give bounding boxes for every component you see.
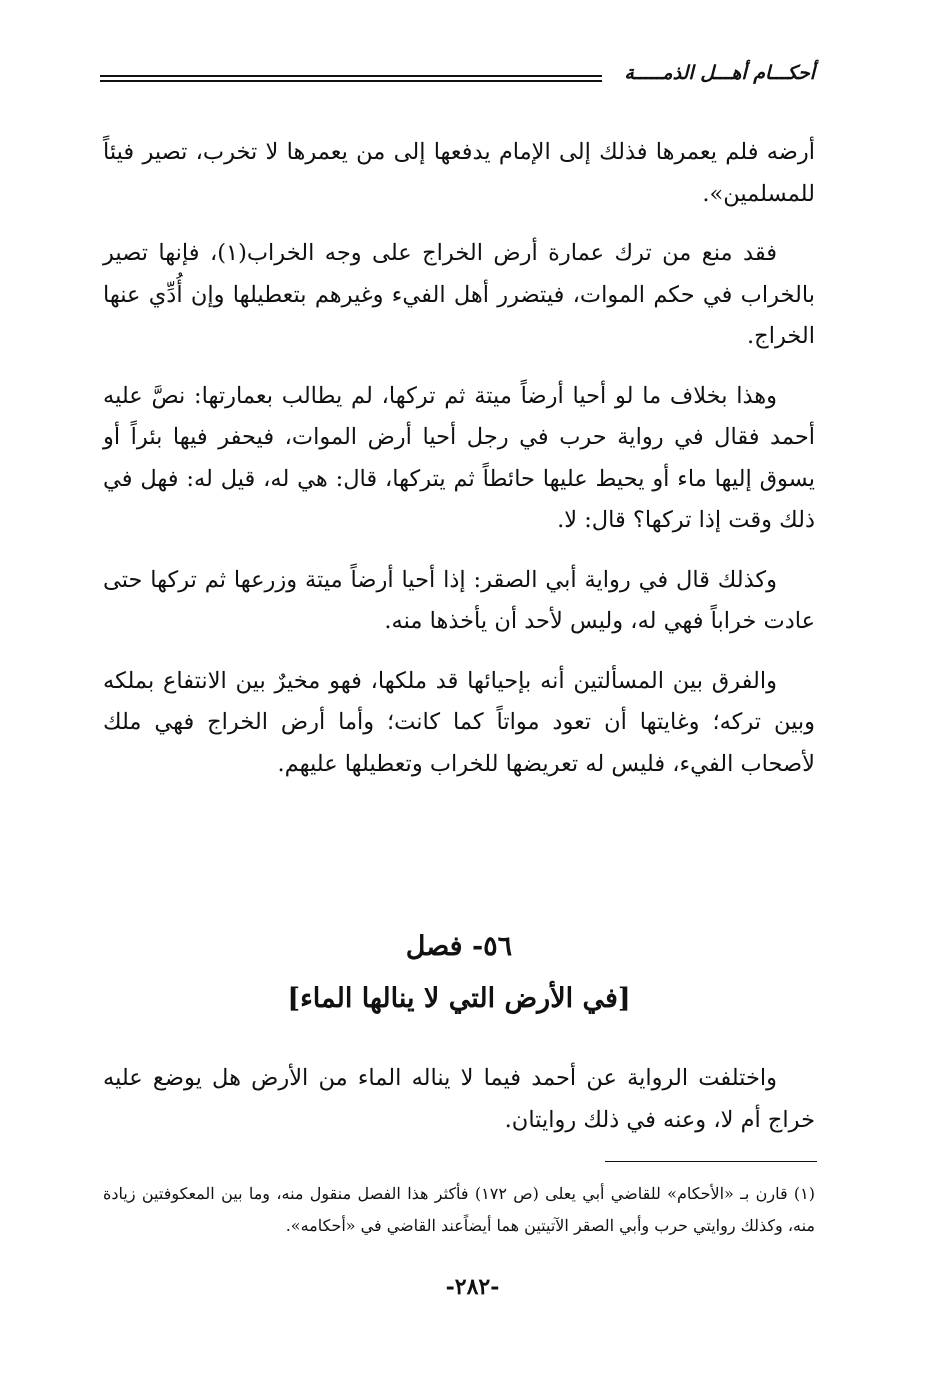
footnote-divider — [605, 1161, 817, 1162]
header-double-rule — [100, 75, 602, 82]
section-heading — [103, 925, 815, 1021]
paragraph: فقد منع من ترك عمارة أرض الخراج على وجه الخراب(١)، فإنها تصير بالخراب في حكم الموات، فيتضرر أهل الفيء وغيرهم بتعطيلها وإن أُدِّي عنها الخراج. — [103, 240, 815, 349]
page-number: -٢٨٢- — [445, 1274, 500, 1300]
paragraph: أرضه فلم يعمرها فذلك إلى الإمام يدفعها إلى من يعمرها لا تخرب، تصير فيئاً للمسلمين». — [103, 139, 815, 207]
footnote: (١) قارن بـ «الأحكام» للقاضي أبي يعلى (ص ١٧٢) فأكثر هذا الفصل منقول منه، وما بين المعكوفتين زيادة منه، وكذلك روايتي حرب وأبي الصقر الآتيتين هما أيضاًعند القاضي في «أحكامه». — [103, 1184, 815, 1235]
paragraph: واختلفت الرواية عن أحمد فيما لا يناله الماء من الأرض هل يوضع عليه خراج أم لا، وعنه في ذلك روايتان. — [103, 1065, 815, 1133]
section-text — [103, 1058, 815, 1141]
paragraph: وكذلك قال في رواية أبي الصقر: إذا أحيا أرضاً ميتة وزرعها ثم تركها حتى عادت خراباً فهي له، وليس لأحد أن يأخذها منه. — [103, 566, 815, 634]
page-header — [100, 62, 815, 102]
paragraph: وهذا بخلاف ما لو أحيا أرضاً ميتة ثم تركها، لم يطالب بعمارتها: نصَّ عليه أحمد فقال في رواية حرب في رجل أحيا أرض الموات، فيحفر فيها بئراً أو يسوق إليها ماء أو يحيط عليها حائطاً ثم يتركها، قال: هي له، قيل له: فهل في ذلك وقت إذا تركها؟ قال: لا. — [103, 382, 816, 533]
running-title: أحكـــام أهـــل الذمـــــة — [624, 62, 815, 84]
paragraph: والفرق بين المسألتين أنه بإحيائها قد ملكها، فهو مخيرٌ بين الانتفاع بملكه وبين تركه؛ وغايتها أن تعود مواتاً كما كانت؛ وأما أرض الخراج فهي ملك لأصحاب الفيء، فليس له تعريضها للخراب وتعطيلها عليهم. — [103, 667, 815, 777]
section-title: [في الأرض التي لا ينالها الماء] — [287, 983, 631, 1014]
main-text — [103, 132, 815, 803]
section-number: ٥٦- فصل — [405, 931, 513, 962]
